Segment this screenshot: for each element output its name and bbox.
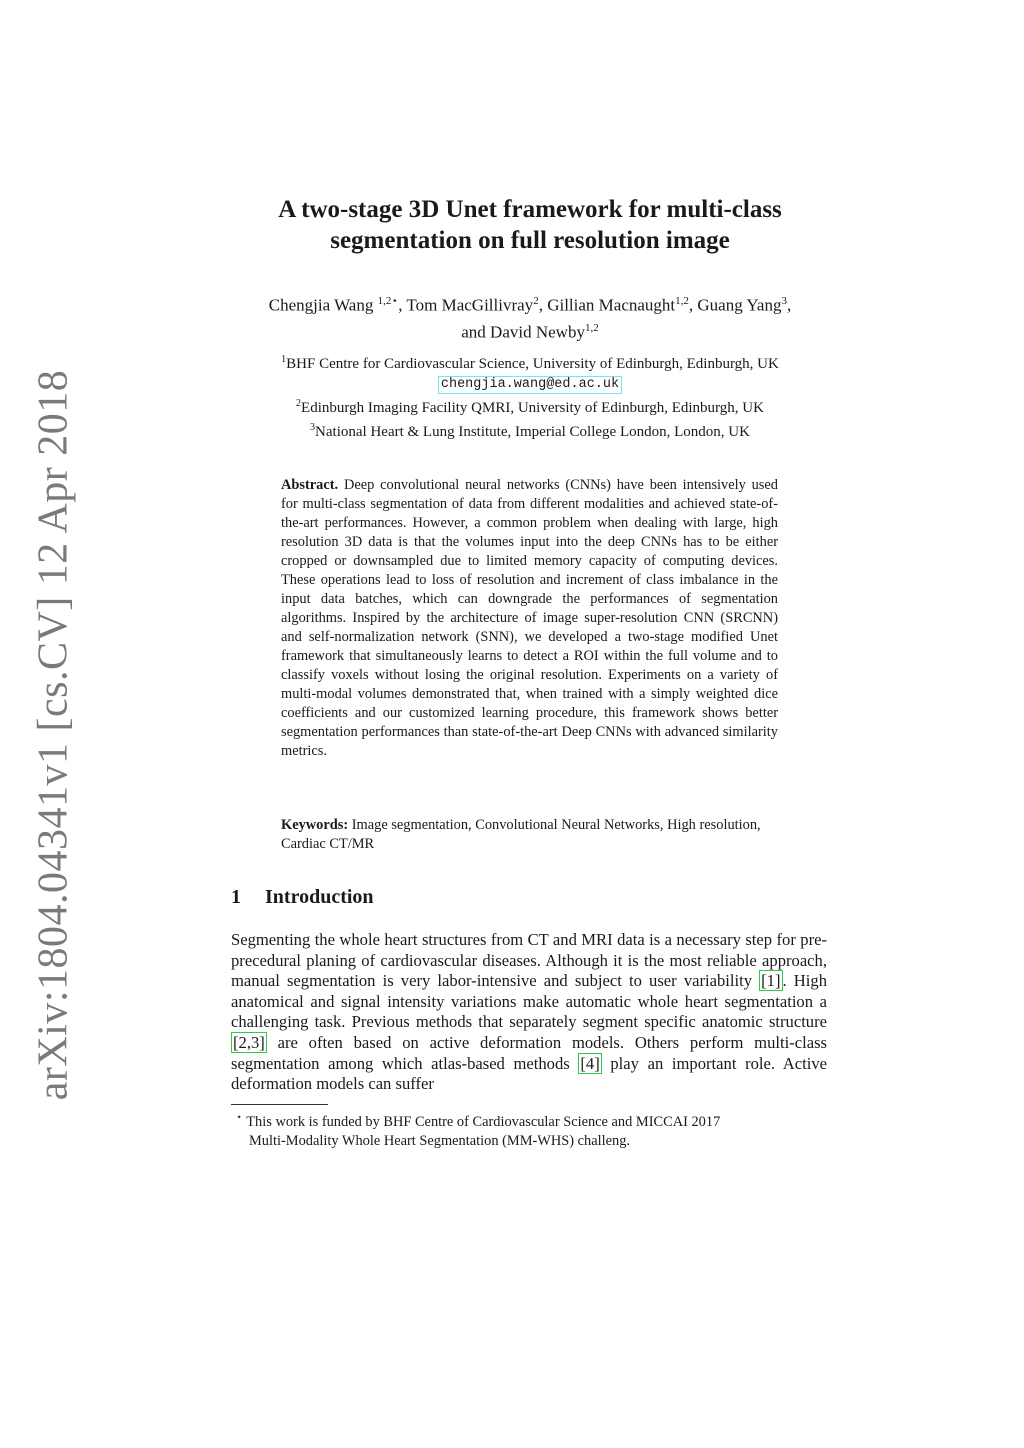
intro-paragraph: [231, 930, 827, 1095]
intro-text: Segmenting the whole heart structures from CT and MRI data is a necessary step for pre-precedural planing of cardiovascular diseases. Although it is the most reliable approach, manual segmentation is very labor-intensive and subject to user variability: [231, 930, 827, 991]
affiliations: [190, 350, 870, 442]
email-link[interactable]: chengjia.wang@ed.ac.uk: [438, 376, 622, 394]
abstract: [281, 476, 778, 761]
intro-text: . High anatomical and signal intensity variations make automatic whole heart segmentation a challenging task. Previous methods that separately segment specific anatomic structure: [231, 971, 827, 1032]
abstract-text: Deep convolutional neural networks (CNNs) have been intensively used for multi-class segmentation of data from different modalities and achieved state-of-the-art performances. However, a common problem when dealing with large, high resolution 3D data is that the volumes input into the deep CNNs has to be either cropped or downsampled due to limited memory capacity of computing devices. These operations lead to loss of resolution and increment of class imbalance in the input data batches, which can downgrade the performances of segmentation algorithms. Inspired by the architecture of image super-resolution CNN (SRCNN) and self-normalization network (SNN), we developed a two-stage modified Unet framework that simultaneously learns to detect a ROI within the full volume and to classify voxels without losing the original resolution. Experiments on a variety of multi-modal volumes demonstrated that, when trained with a simply weighted dice coefficients and our customized learning procedure, this framework shows better segmentation performances than state-of-the-art Deep CNNs with advanced similarity metrics.: [281, 477, 778, 759]
intro-text: play an important role. Active deformation models can suffer: [231, 1053, 827, 1094]
author-list: [190, 290, 870, 343]
footnote-rule: [231, 1104, 328, 1105]
affiliation-1: [190, 350, 870, 374]
keywords: [281, 816, 778, 854]
citation-link[interactable]: [1]: [761, 971, 781, 991]
author-name: Chengjia Wang: [268, 295, 378, 315]
arxiv-identifier: arXiv:1804.04341v1 [cs.CV] 12 Apr 2018: [30, 369, 77, 1101]
abstract-label: Abstract.: [281, 477, 339, 493]
footnote-line-1: This work is funded by BHF Centre of Cardiovascular Science and MICCAI 2017: [246, 1113, 721, 1130]
citation-link[interactable]: [2,3]: [233, 1032, 265, 1052]
footnote-line-2: Multi-Modality Whole Heart Segmentation (MM-WHS) challeng.: [249, 1132, 631, 1149]
section-heading: [231, 886, 374, 909]
section-title: Introduction: [265, 886, 374, 908]
author-affil-mark: 1,2: [584, 321, 599, 334]
author-affil-mark: 2: [533, 295, 539, 307]
affil-text: National Heart & Lung Institute, Imperial College London, London, UK: [315, 424, 750, 440]
author-name: and David Newby: [461, 322, 585, 342]
section-number: 1: [231, 886, 241, 908]
author-name: , Guang Yang: [688, 295, 782, 315]
affiliation-3: [190, 418, 870, 442]
author-name: , Gillian Macnaught: [538, 295, 676, 315]
authors-line-2: [190, 317, 870, 344]
author-affil-mark: 3: [781, 295, 787, 307]
affil-text: BHF Centre for Cardiovascular Science, University of Edinburgh, Edinburgh, UK: [286, 356, 779, 372]
paper-title: [200, 194, 860, 256]
keywords-text: Image segmentation, Convolutional Neural Networks, High resolution, Cardiac CT/MR: [281, 817, 761, 852]
keywords-label: Keywords:: [281, 817, 349, 833]
footnote: [236, 1108, 827, 1151]
author-name: , Tom MacGillivray: [398, 295, 534, 315]
author-affil-mark: 1,2⋆: [377, 295, 399, 307]
affil-number: 3: [310, 422, 316, 433]
arxiv-sidebar: [8, 300, 98, 1170]
authors-line-1: [190, 290, 870, 317]
intro-text: are often based on active deformation models. Others perform multi-class segmentation among which atlas-based methods: [231, 1032, 827, 1073]
affil-number: 1: [281, 354, 287, 365]
author-affil-mark: 1,2: [675, 295, 689, 307]
title-line-1: A two-stage 3D Unet framework for multi-class: [278, 196, 782, 223]
author-separator: ,: [786, 295, 792, 315]
footnote-mark: ⋆: [236, 1112, 243, 1123]
affiliation-2: [190, 394, 870, 418]
citation-link[interactable]: [4]: [580, 1053, 600, 1073]
affil-number: 2: [296, 398, 302, 409]
title-line-2: segmentation on full resolution image: [330, 227, 730, 254]
affil-text: Edinburgh Imaging Facility QMRI, University of Edinburgh, Edinburgh, UK: [301, 400, 764, 416]
